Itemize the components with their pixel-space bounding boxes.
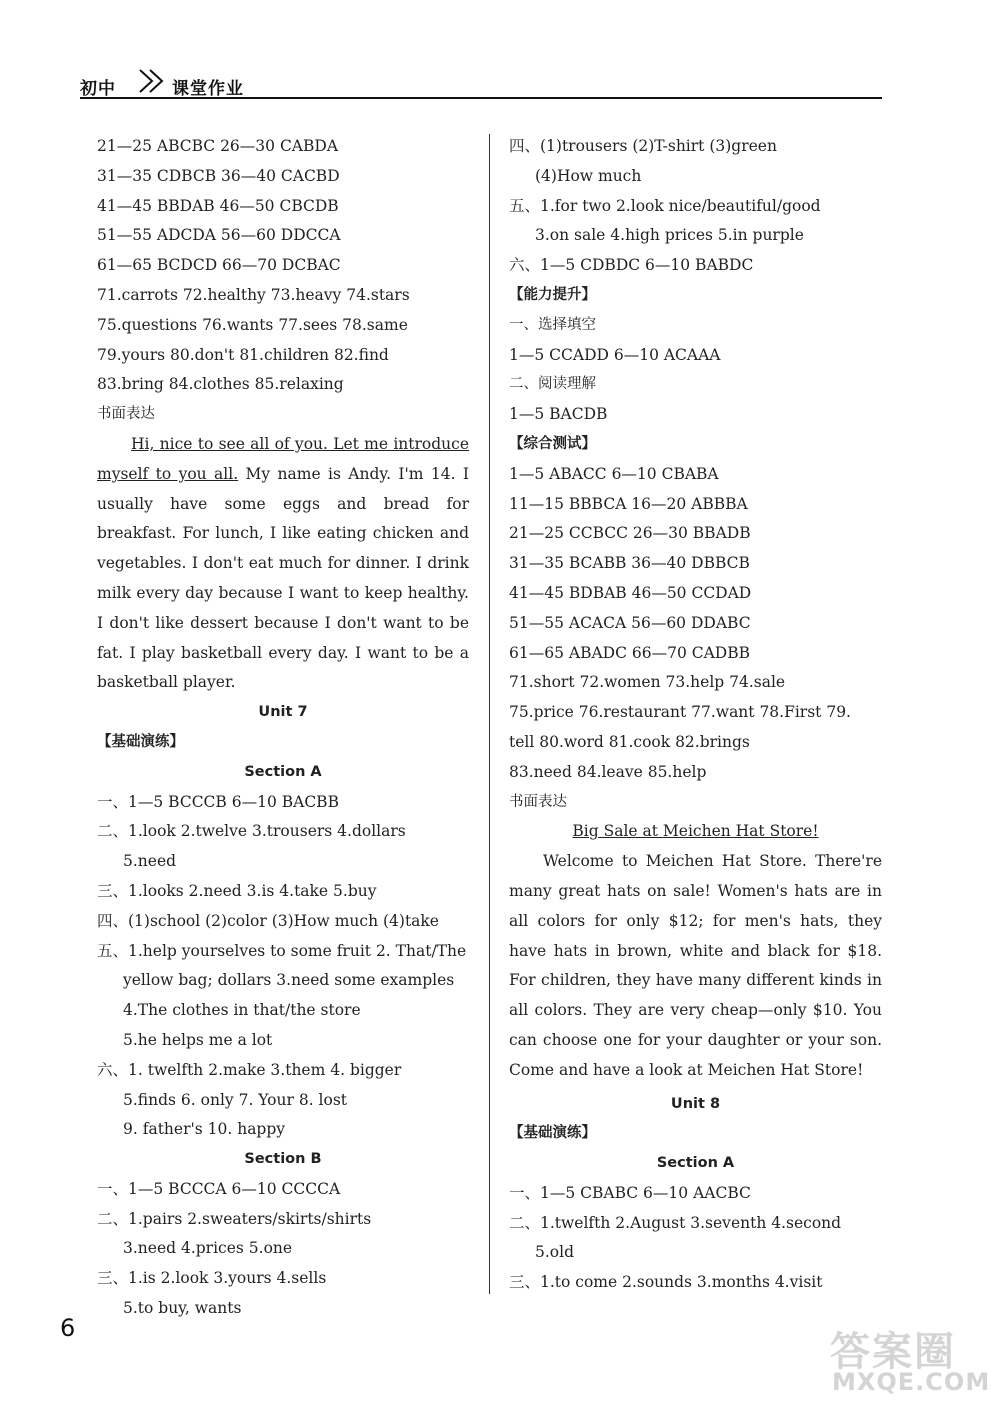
- answer-line: 21—25 ABCBC 26—30 CABDA: [97, 137, 339, 155]
- answer-line: 83.bring 84.clothes 85.relaxing: [97, 375, 344, 394]
- answer-line: 31—35 CDBCB 36—40 CACBD: [97, 166, 340, 185]
- section-label: 【基础演练】: [97, 733, 184, 750]
- answer-line: 一、1—5 BCCCA 6—10 CCCCA: [97, 1179, 341, 1198]
- answer-line: 75.questions 76.wants 77.sees 78.same: [97, 315, 408, 334]
- part-heading: 一、选择填空: [509, 316, 596, 333]
- writing-heading: 书面表达: [509, 793, 567, 810]
- answer-line: 3.need 4.prices 5.one: [123, 1239, 293, 1258]
- answer-line: 1—5 CCADD 6—10 ACAAA: [509, 345, 721, 364]
- answer-line: 75.price 76.restaurant 77.want 78.First 79.: [509, 703, 851, 722]
- answer-line: 二、1.pairs 2.sweaters/skirts/shirts: [97, 1209, 372, 1228]
- section-label: 【综合测试】: [509, 435, 596, 452]
- answer-line: 61—65 BCDCD 66—70 DCBAC: [97, 256, 341, 275]
- section-b-title: Section B: [244, 1151, 322, 1168]
- part-heading: 二、阅读理解: [509, 376, 596, 393]
- answer-line: 六、1—5 CDBDC 6—10 BABDC: [509, 256, 754, 275]
- answer-line: 41—45 BBDAB 46—50 CBCDB: [97, 196, 339, 215]
- writing-heading: 书面表达: [97, 406, 155, 423]
- left-column: [97, 132, 469, 1324]
- essay-underlined-opening: Hi, nice to see all of you. Let me introduce myself to you all.: [97, 434, 469, 483]
- answer-line: 11—15 BBBCA 16—20 ABBBA: [509, 494, 748, 513]
- writing-essay: [97, 430, 469, 698]
- answer-line: 9. father's 10. happy: [123, 1120, 286, 1139]
- answer-line: 4.The clothes in that/the store: [123, 1001, 361, 1020]
- answer-line: 1—5 ABACC 6—10 CBABA: [509, 464, 719, 483]
- double-chevron-icon: [136, 66, 172, 96]
- answer-line: 41—45 BDBAB 46—50 CCDAD: [509, 583, 752, 602]
- watermark: [830, 1320, 990, 1400]
- answer-line: 3.on sale 4.high prices 5.in purple: [535, 226, 804, 245]
- answer-line: 71.carrots 72.healthy 73.heavy 74.stars: [97, 285, 410, 304]
- answer-line: 79.yours 80.don't 81.children 82.find: [97, 345, 389, 364]
- answer-line: 51—55 ACACA 56—60 DDABC: [509, 613, 751, 632]
- header-rule: [80, 97, 882, 99]
- answer-line: 五、1.for two 2.look nice/beautiful/good: [509, 196, 821, 215]
- unit-title: Unit 8: [670, 1095, 721, 1112]
- answer-line: 四、(1)school (2)color (3)How much (4)take: [97, 911, 439, 930]
- essay-body: My name is Andy. I'm 14. I usually have some eggs and bread for breakfast. For lunch, I like eating chicken and vegetables. I don't eat much for dinner. I drink milk every day because I want to keep healthy. I don't like dessert because I don't want to be fat. I play basketball every day. I want to be a basketball player.: [97, 464, 470, 692]
- column-divider: [489, 134, 490, 1294]
- answer-line: (4)How much: [535, 166, 642, 185]
- answer-line: 三、1.looks 2.need 3.is 4.take 5.buy: [97, 881, 377, 900]
- answer-line: 三、1.to come 2.sounds 3.months 4.visit: [509, 1273, 823, 1292]
- answer-line: 五、1.help yourselves to some fruit 2. That/The: [97, 941, 467, 960]
- header-level: 初中: [80, 79, 116, 99]
- page-header: [80, 66, 882, 100]
- answer-line: 71.short 72.women 73.help 74.sale: [509, 673, 786, 692]
- essay-body: Welcome to Meichen Hat Store. There're many great hats on sale! Women's hats are in all colors for only $12; for men's hats, they have hats in brown, white and black for $18. For children, they have many different kinds in all colors. They are very cheap—only $10. You can choose one for your daughter or your son. Come and have a look at Meichen Hat Store!: [509, 852, 882, 1079]
- essay-title: Big Sale at Meichen Hat Store!: [572, 822, 819, 841]
- right-column: [509, 132, 882, 1298]
- answer-line: 5.old: [535, 1243, 574, 1262]
- section-a-title: Section A: [244, 763, 322, 780]
- answer-line: 六、1. twelfth 2.make 3.them 4. bigger: [97, 1060, 402, 1079]
- answer-line: 51—55 ADCDA 56—60 DDCCA: [97, 226, 341, 245]
- answer-line: 四、(1)trousers (2)T-shirt (3)green: [509, 137, 777, 155]
- section-a-title: Section A: [656, 1155, 735, 1172]
- answer-line: tell 80.word 81.cook 82.brings: [509, 732, 750, 751]
- answer-line: 83.need 84.leave 85.help: [509, 762, 707, 781]
- answer-line: 31—35 BCABB 36—40 DBBCB: [509, 554, 750, 573]
- watermark-logo: 答案圈: [830, 1329, 956, 1375]
- header-title: 课堂作业: [172, 79, 244, 99]
- answer-line: 21—25 CCBCC 26—30 BBADB: [509, 524, 751, 543]
- answer-line: 三、1.is 2.look 3.yours 4.sells: [97, 1269, 327, 1288]
- answer-line: 61—65 ABADC 66—70 CADBB: [509, 643, 750, 662]
- answer-line: 二、1.look 2.twelve 3.trousers 4.dollars: [97, 822, 406, 841]
- answer-line: 5.finds 6. only 7. Your 8. lost: [123, 1090, 348, 1109]
- answer-line: 5.need: [123, 852, 177, 871]
- answer-line: 1—5 BACDB: [509, 405, 608, 424]
- page-number: 6: [60, 1314, 76, 1342]
- answer-line: 二、1.twelfth 2.August 3.seventh 4.second: [509, 1213, 842, 1232]
- answer-line: 5.he helps me a lot: [123, 1030, 273, 1049]
- answer-line: 5.to buy, wants: [123, 1299, 242, 1318]
- answer-line: 一、1—5 CBABC 6—10 AACBC: [509, 1183, 751, 1202]
- writing-essay: [509, 847, 882, 1085]
- answer-line: yellow bag; dollars 3.need some examples: [123, 971, 455, 990]
- watermark-url: MXQE.COM: [832, 1368, 991, 1396]
- answer-line: 一、1—5 BCCCB 6—10 BACBB: [97, 792, 339, 811]
- section-label: 【能力提升】: [509, 286, 596, 303]
- unit-title: Unit 7: [258, 704, 308, 721]
- section-label: 【基础演练】: [509, 1125, 596, 1142]
